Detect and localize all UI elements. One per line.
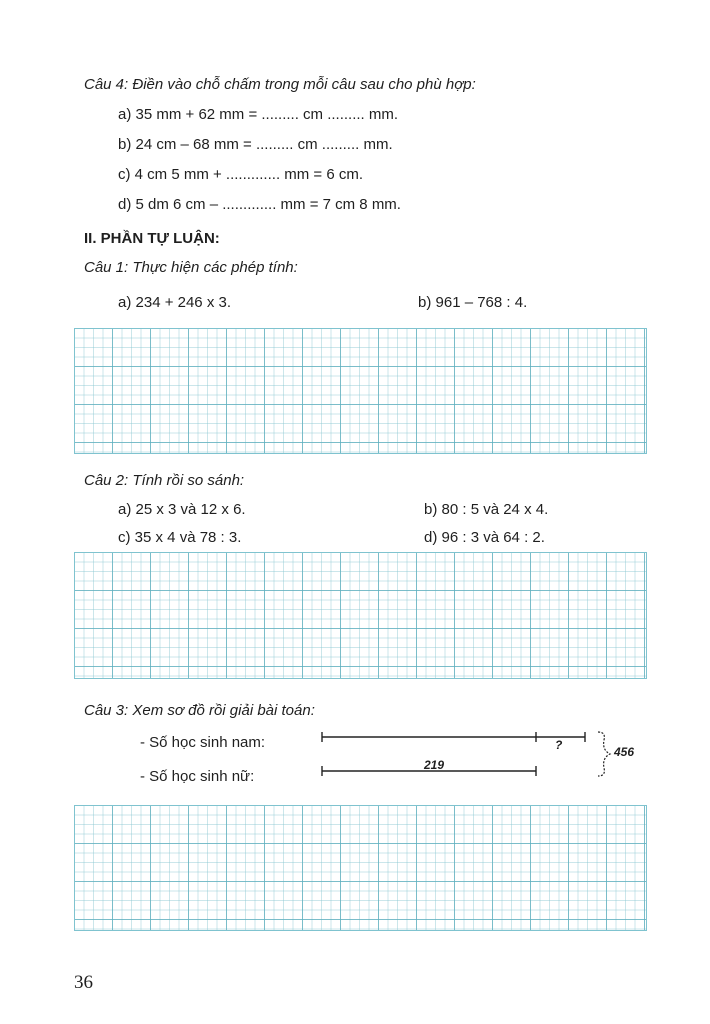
- cau2-item-d: d) 96 : 3 và 64 : 2.: [424, 529, 545, 546]
- cau2-item-c: c) 35 x 4 và 78 : 3.: [118, 529, 242, 546]
- cau2-item-b: b) 80 : 5 và 24 x 4.: [424, 501, 549, 518]
- total-value: 456: [614, 745, 635, 759]
- cau1-title: Câu 1: Thực hiện các phép tính:: [84, 259, 298, 276]
- girls-value: 219: [424, 758, 445, 772]
- q4-item-c: c) 4 cm 5 mm + ............. mm = 6 cm.: [118, 166, 364, 183]
- q4-item-a: a) 35 mm + 62 mm = ......... cm ......... mm.: [118, 106, 399, 123]
- q4-item-d: d) 5 dm 6 cm – ............. mm = 7 cm 8 mm.: [118, 196, 401, 213]
- boys-segment: [322, 732, 585, 742]
- boys-label: - Số học sinh nam:: [140, 734, 266, 751]
- cau2-title: Câu 2: Tính rồi so sánh:: [84, 472, 245, 489]
- cau3-title: Câu 3: Xem sơ đồ rồi giải bài toán:: [84, 702, 315, 719]
- section-heading: II. PHẦN TỰ LUẬN:: [84, 230, 220, 247]
- cau2-item-a: a) 25 x 3 và 12 x 6.: [118, 501, 246, 518]
- page-number: 36: [74, 972, 93, 993]
- answer-grid-3[interactable]: [74, 805, 647, 931]
- cau1-item-b: b) 961 – 768 : 4.: [418, 294, 528, 311]
- q4-item-b: b) 24 cm – 68 mm = ......... cm ......... mm.: [118, 136, 393, 153]
- answer-grid-2[interactable]: [74, 552, 647, 679]
- segment-diagram: [310, 722, 630, 784]
- q4-title: Câu 4: Điền vào chỗ chấm trong mỗi câu sau cho phù hợp:: [84, 76, 476, 93]
- girls-label: - Số học sinh nữ:: [140, 768, 255, 785]
- answer-grid-1[interactable]: [74, 328, 647, 454]
- cau1-item-a: a) 234 + 246 x 3.: [118, 294, 231, 311]
- unknown-mark: ?: [555, 738, 563, 752]
- total-brace: [598, 732, 610, 776]
